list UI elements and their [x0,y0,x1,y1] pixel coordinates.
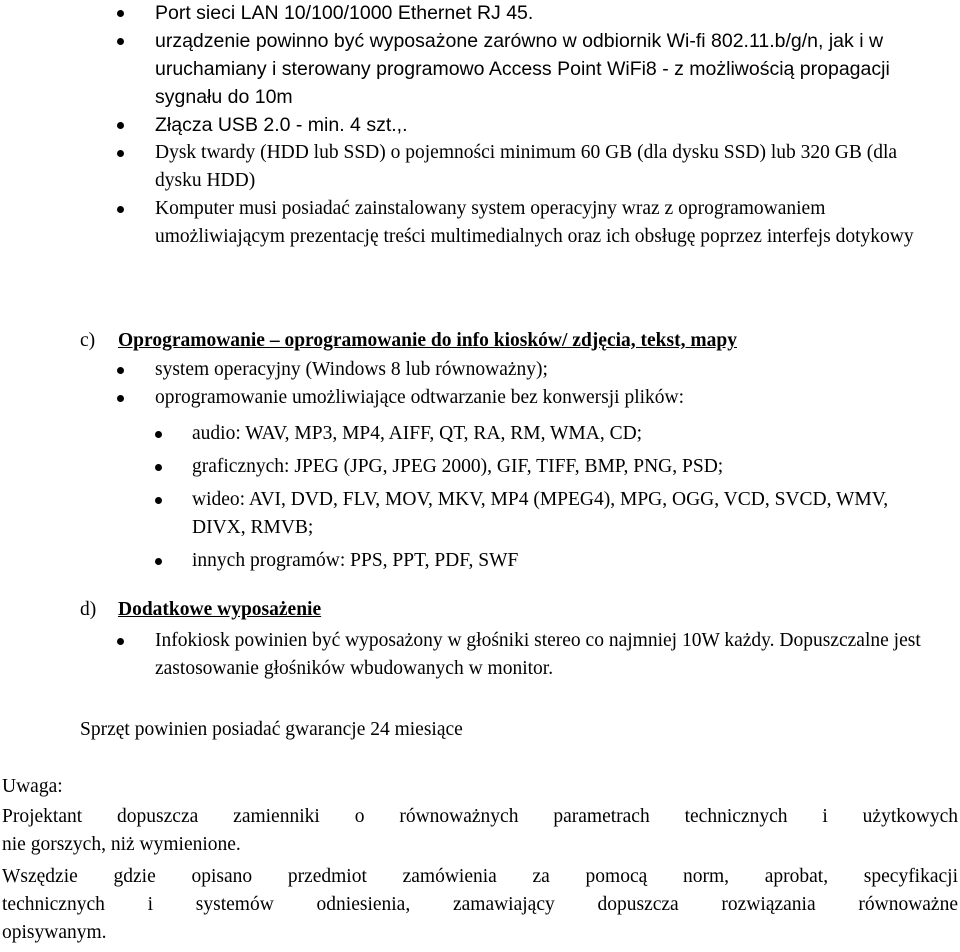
list-item: wideo: AVI, DVD, FLV, MOV, MKV, MP4 (MPEG4), MPG, OGG, VCD, SVCD, WMV, DIVX, RMVB; [0,486,912,542]
note-line: Wszędzie gdzie opisano przedmiot zamówienia za pomocą norm, aprobat, specyfikacji [2,866,958,887]
list-item: Dysk twardy (HDD lub SSD) o pojemności minimum 60 GB (dla dysku SSD) lub 320 GB (dla dysku HDD) [0,139,940,195]
list-item: innych programów: PPS, PPT, PDF, SWF [0,547,960,575]
warranty-text: Sprzęt powinien posiadać gwarancje 24 miesiące [80,719,463,740]
software-list [0,356,960,412]
list-item: system operacyjny (Windows 8 lub równoważny); [0,356,960,384]
extras-list [0,627,960,683]
list-item: oprogramowanie umożliwiające odtwarzanie bez konwersji plików: [0,384,960,412]
hardware-list [0,0,960,251]
list-item: Złącza USB 2.0 - min. 4 szt.,. [0,111,935,139]
list-item: urządzenie powinno być wyposażone zarówno w odbiornik Wi-fi 802.11.b/g/n, jak i w uruchamiany i sterowany programowo Access Point WiFi8 - z możliwością propagacji sygnału do 10m [0,27,953,111]
note-line: Projektant dopuszcza zamienniki o równoważnych parametrach technicznych i użytkowych [2,806,958,827]
note-line: nie gorszych, niż wymienione. [2,834,241,855]
list-item: Komputer musi posiadać zainstalowany system operacyjny wraz z oprogramowaniem umożliwiającym prezentację treści multimedialnych oraz ich obsługę poprzez interfejs dotykowy [0,195,940,251]
list-item: graficznych: JPEG (JPG, JPEG 2000), GIF, TIFF, BMP, PNG, PSD; [0,453,960,481]
section-d-title: Dodatkowe wyposażenie [118,599,322,620]
section-c-label: c) [80,330,96,351]
list-item: Port sieci LAN 10/100/1000 Ethernet RJ 45. [0,0,935,27]
note-line: opisywanym. [2,922,107,943]
note-label: Uwaga: [2,776,63,797]
list-item: audio: WAV, MP3, MP4, AIFF, QT, RA, RM, WMA, CD; [0,420,960,448]
note-paragraph-2 [0,863,960,947]
section-d-label: d) [80,599,97,620]
file-format-list [0,420,960,575]
note-line: technicznych i systemów odniesienia, zamawiający dopuszcza rozwiązania równoważne [2,894,958,915]
section-c-heading [0,327,960,355]
section-c-title: Oprogramowanie – oprogramowanie do info kiosków/ zdjęcia, tekst, mapy [118,330,737,351]
section-d-heading [0,596,960,624]
list-item: Infokiosk powinien być wyposażony w głośniki stereo co najmniej 10W każdy. Dopuszczalne jest zastosowanie głośników wbudowanych w monitor. [0,627,945,683]
note-paragraph-1 [0,803,960,859]
